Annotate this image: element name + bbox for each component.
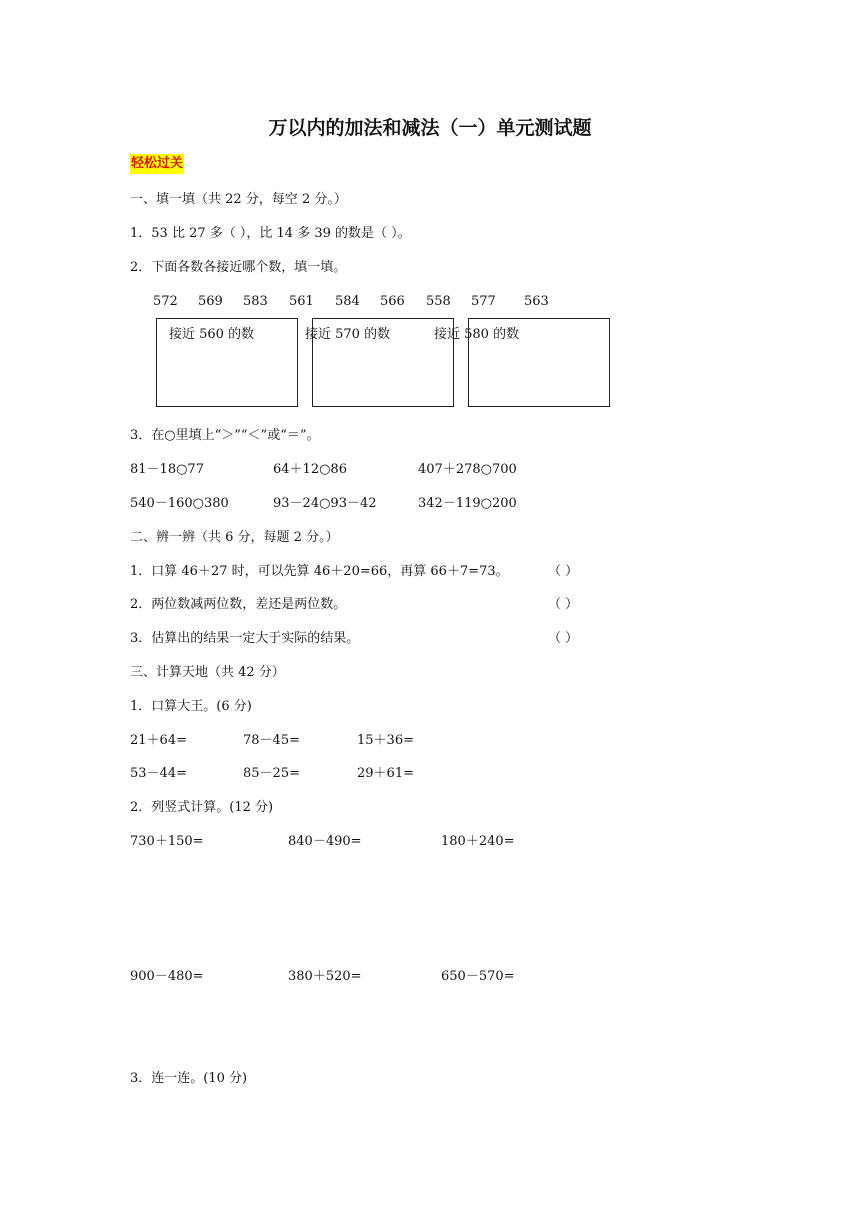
- box-label: 接近 560 的数: [169, 327, 255, 342]
- page-title: 万以内的加法和减法（一）单元测试题: [268, 117, 592, 139]
- judge-item: 2．两位数减两位数，差还是两位数。: [130, 597, 347, 612]
- vertical-calc-item: 730＋150=: [130, 834, 204, 849]
- oral-item: 29＋61=: [357, 766, 414, 781]
- answer-bracket[interactable]: （ ）: [548, 564, 579, 579]
- question-1-3: 3．在○里填上“＞”“＜”或“＝”。: [130, 428, 320, 443]
- box-label: 接近 580 的数: [434, 327, 520, 342]
- question-3-3: 3．连一连。(10 分): [130, 1071, 248, 1086]
- judge-item: 1．口算 46＋27 时，可以先算 46＋20=66，再算 66＋7=73。: [130, 564, 509, 579]
- judge-item: 3．估算出的结果一定大于实际的结果。: [130, 631, 360, 646]
- compare-item: 342－119○200: [418, 496, 517, 511]
- oral-item: 53－44=: [130, 766, 187, 781]
- compare-item: 540－160○380: [130, 496, 229, 511]
- number-item: 583: [243, 294, 268, 309]
- question-1-2: 2．下面各数各接近哪个数，填一填。: [130, 260, 347, 275]
- vertical-calc-item: 840－490=: [288, 834, 362, 849]
- section-badge: 轻松过关: [130, 154, 184, 174]
- question-3-1: 1．口算大王。(6 分): [130, 699, 252, 714]
- section-3-heading: 三、计算天地（共 42 分）: [130, 665, 285, 680]
- section-1-heading: 一、填一填（共 22 分，每空 2 分。）: [130, 192, 347, 207]
- vertical-calc-item: 650－570=: [441, 969, 515, 984]
- question-1-1: 1．53 比 27 多（ ），比 14 多 39 的数是（ ）。: [130, 226, 411, 241]
- vertical-calc-item: 900－480=: [130, 969, 204, 984]
- answer-bracket[interactable]: （ ）: [548, 597, 579, 612]
- number-item: 561: [289, 294, 314, 309]
- number-item: 569: [198, 294, 223, 309]
- box-label: 接近 570 的数: [305, 327, 391, 342]
- compare-item: 64＋12○86: [273, 462, 347, 477]
- compare-item: 407＋278○700: [418, 462, 517, 477]
- answer-bracket[interactable]: （ ）: [548, 631, 579, 646]
- number-item: 577: [471, 294, 496, 309]
- number-item: 566: [380, 294, 405, 309]
- number-item: 584: [335, 294, 360, 309]
- question-3-2: 2．列竖式计算。(12 分): [130, 800, 274, 815]
- section-2-heading: 二、辨一辨（共 6 分，每题 2 分。）: [130, 530, 339, 545]
- compare-item: 81－18○77: [130, 462, 204, 477]
- oral-item: 15＋36=: [357, 733, 414, 748]
- oral-item: 78－45=: [243, 733, 300, 748]
- number-item: 563: [524, 294, 549, 309]
- vertical-calc-item: 180＋240=: [441, 834, 515, 849]
- compare-item: 93－24○93－42: [273, 496, 377, 511]
- oral-item: 21＋64=: [130, 733, 187, 748]
- oral-item: 85－25=: [243, 766, 300, 781]
- number-item: 572: [153, 294, 178, 309]
- vertical-calc-item: 380＋520=: [288, 969, 362, 984]
- number-item: 558: [426, 294, 451, 309]
